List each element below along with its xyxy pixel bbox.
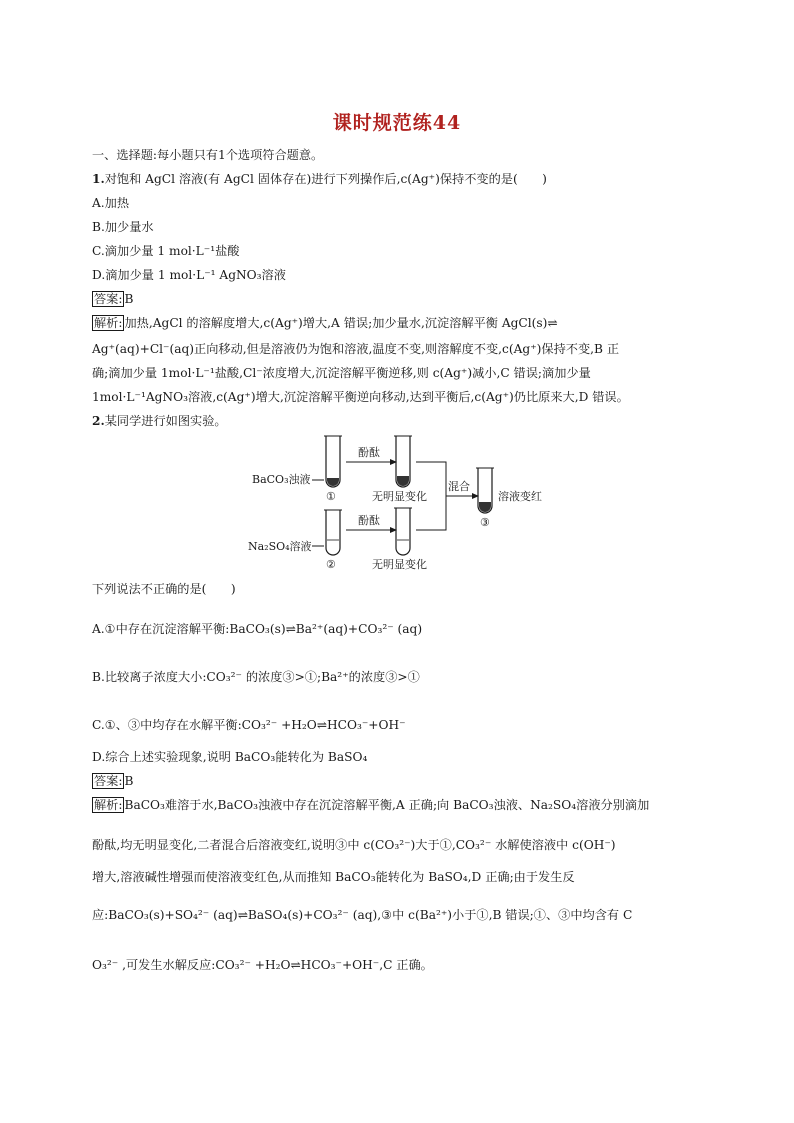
explanation-label: 解析: — [94, 316, 123, 330]
page-title: 课时规范练44 — [332, 112, 462, 134]
test-tube-2b — [394, 508, 412, 555]
explanation-label: 解析: — [94, 798, 123, 812]
phenolphthalein-2-label: 酚酞 — [358, 514, 380, 527]
q2-explanation-line-5: O₃²⁻ ,可发生水解反应:CO₃²⁻ +H₂O⇌HCO₃⁻+OH⁻,C 正确。 — [92, 958, 433, 972]
observation-3: 溶液变红 — [498, 490, 542, 503]
answer-value: B — [124, 292, 134, 306]
q1-option-c: C.滴加少量 1 mol·L⁻¹盐酸 — [92, 244, 240, 258]
test-tube-3 — [476, 468, 494, 513]
q2-answer — [92, 772, 133, 790]
q1-explanation-line-2: Ag⁺(aq)+Cl⁻(aq)正向移动,但是溶液仍为饱和溶液,温度不变,则溶解度不变,c(Ag⁺)保持不变,B 正 — [92, 342, 620, 356]
phenolphthalein-1-label: 酚酞 — [358, 446, 380, 459]
q2-option-c: C.①、③中均存在水解平衡:CO₃²⁻ +H₂O⇌HCO₃⁻+OH⁻ — [92, 718, 406, 732]
q2-explanation-line-2: 酚酞,均无明显变化,二者混合后溶液变红,说明③中 c(CO₃²⁻)大于①,CO₃²⁻ 水解使溶液中 c(OH⁻) — [92, 838, 616, 852]
test-tube-1b — [394, 436, 412, 487]
question-1-text: 对饱和 AgCl 溶液(有 AgCl 固体存在)进行下列操作后,c(Ag⁺)保持不变的是( ) — [104, 172, 547, 186]
q1-option-b: B.加少量水 — [92, 220, 154, 234]
explanation-text: 加热,AgCl 的溶解度增大,c(Ag⁺)增大,A 错误;加少量水,沉淀溶解平衡 AgCl(s)⇌ — [124, 316, 558, 330]
mix-label: 混合 — [448, 480, 470, 493]
q2-option-a: A.①中存在沉淀溶解平衡:BaCO₃(s)⇌Ba²⁺(aq)+CO₃²⁻ (aq) — [92, 622, 423, 636]
q2-explanation-line-4: 应:BaCO₃(s)+SO₄²⁻ (aq)⇌BaSO₄(s)+CO₃²⁻ (aq),③中 c(Ba²⁺)小于①,B 错误;①、③中均含有 C — [92, 908, 633, 922]
reagent-1-label: BaCO₃浊液 — [252, 473, 311, 486]
question-2-text: 某同学进行如图实验。 — [104, 414, 227, 428]
q1-answer — [92, 290, 133, 308]
q1-option-d: D.滴加少量 1 mol·L⁻¹ AgNO₃溶液 — [92, 268, 286, 282]
observation-1: 无明显变化 — [372, 490, 427, 503]
question-2-ask: 下列说法不正确的是( ) — [92, 582, 236, 596]
section-heading: 一、选择题:每小题只有1个选项符合题意。 — [92, 148, 324, 162]
explanation-text: BaCO₃难溶于水,BaCO₃浊液中存在沉淀溶解平衡,A 正确;向 BaCO₃浊液、Na₂SO₄溶液分别滴加 — [124, 798, 650, 812]
reagent-2-label: Na₂SO₄溶液 — [248, 540, 312, 553]
q2-explanation-line-3: 增大,溶液碱性增强而使溶液变红色,从而推知 BaCO₃能转化为 BaSO₄,D 正确;由于发生反 — [92, 870, 575, 884]
answer-value: B — [124, 774, 134, 788]
q2-explanation-line-1 — [92, 796, 649, 814]
tube-3-number: ③ — [480, 516, 490, 529]
tube-1-number: ① — [326, 490, 336, 503]
test-tube-2 — [324, 510, 342, 555]
experiment-diagram — [240, 430, 560, 578]
question-1-stem — [92, 170, 547, 188]
question-2-stem — [92, 412, 227, 430]
answer-label: 答案: — [94, 774, 123, 788]
observation-2: 无明显变化 — [372, 558, 427, 571]
q1-explanation-line-1 — [92, 314, 558, 332]
q1-option-a: A.加热 — [92, 196, 130, 210]
answer-label: 答案: — [94, 292, 123, 306]
question-2-number: 2. — [92, 414, 105, 428]
q1-explanation-line-3: 确;滴加少量 1mol·L⁻¹盐酸,Cl⁻浓度增大,沉淀溶解平衡逆移,则 c(Ag⁺)减小,C 错误;滴加少量 — [92, 366, 591, 380]
question-1-number: 1. — [92, 172, 105, 186]
tube-2-number: ② — [326, 558, 336, 571]
q2-option-b: B.比较离子浓度大小:CO₃²⁻ 的浓度③>①;Ba²⁺的浓度③>① — [92, 670, 420, 684]
q1-explanation-line-4: 1mol·L⁻¹AgNO₃溶液,c(Ag⁺)增大,沉淀溶解平衡逆向移动,达到平衡后,c(Ag⁺)仍比原来大,D 错误。 — [92, 390, 629, 404]
test-tube-1 — [324, 436, 342, 487]
q2-option-d: D.综合上述实验现象,说明 BaCO₃能转化为 BaSO₄ — [92, 750, 368, 764]
